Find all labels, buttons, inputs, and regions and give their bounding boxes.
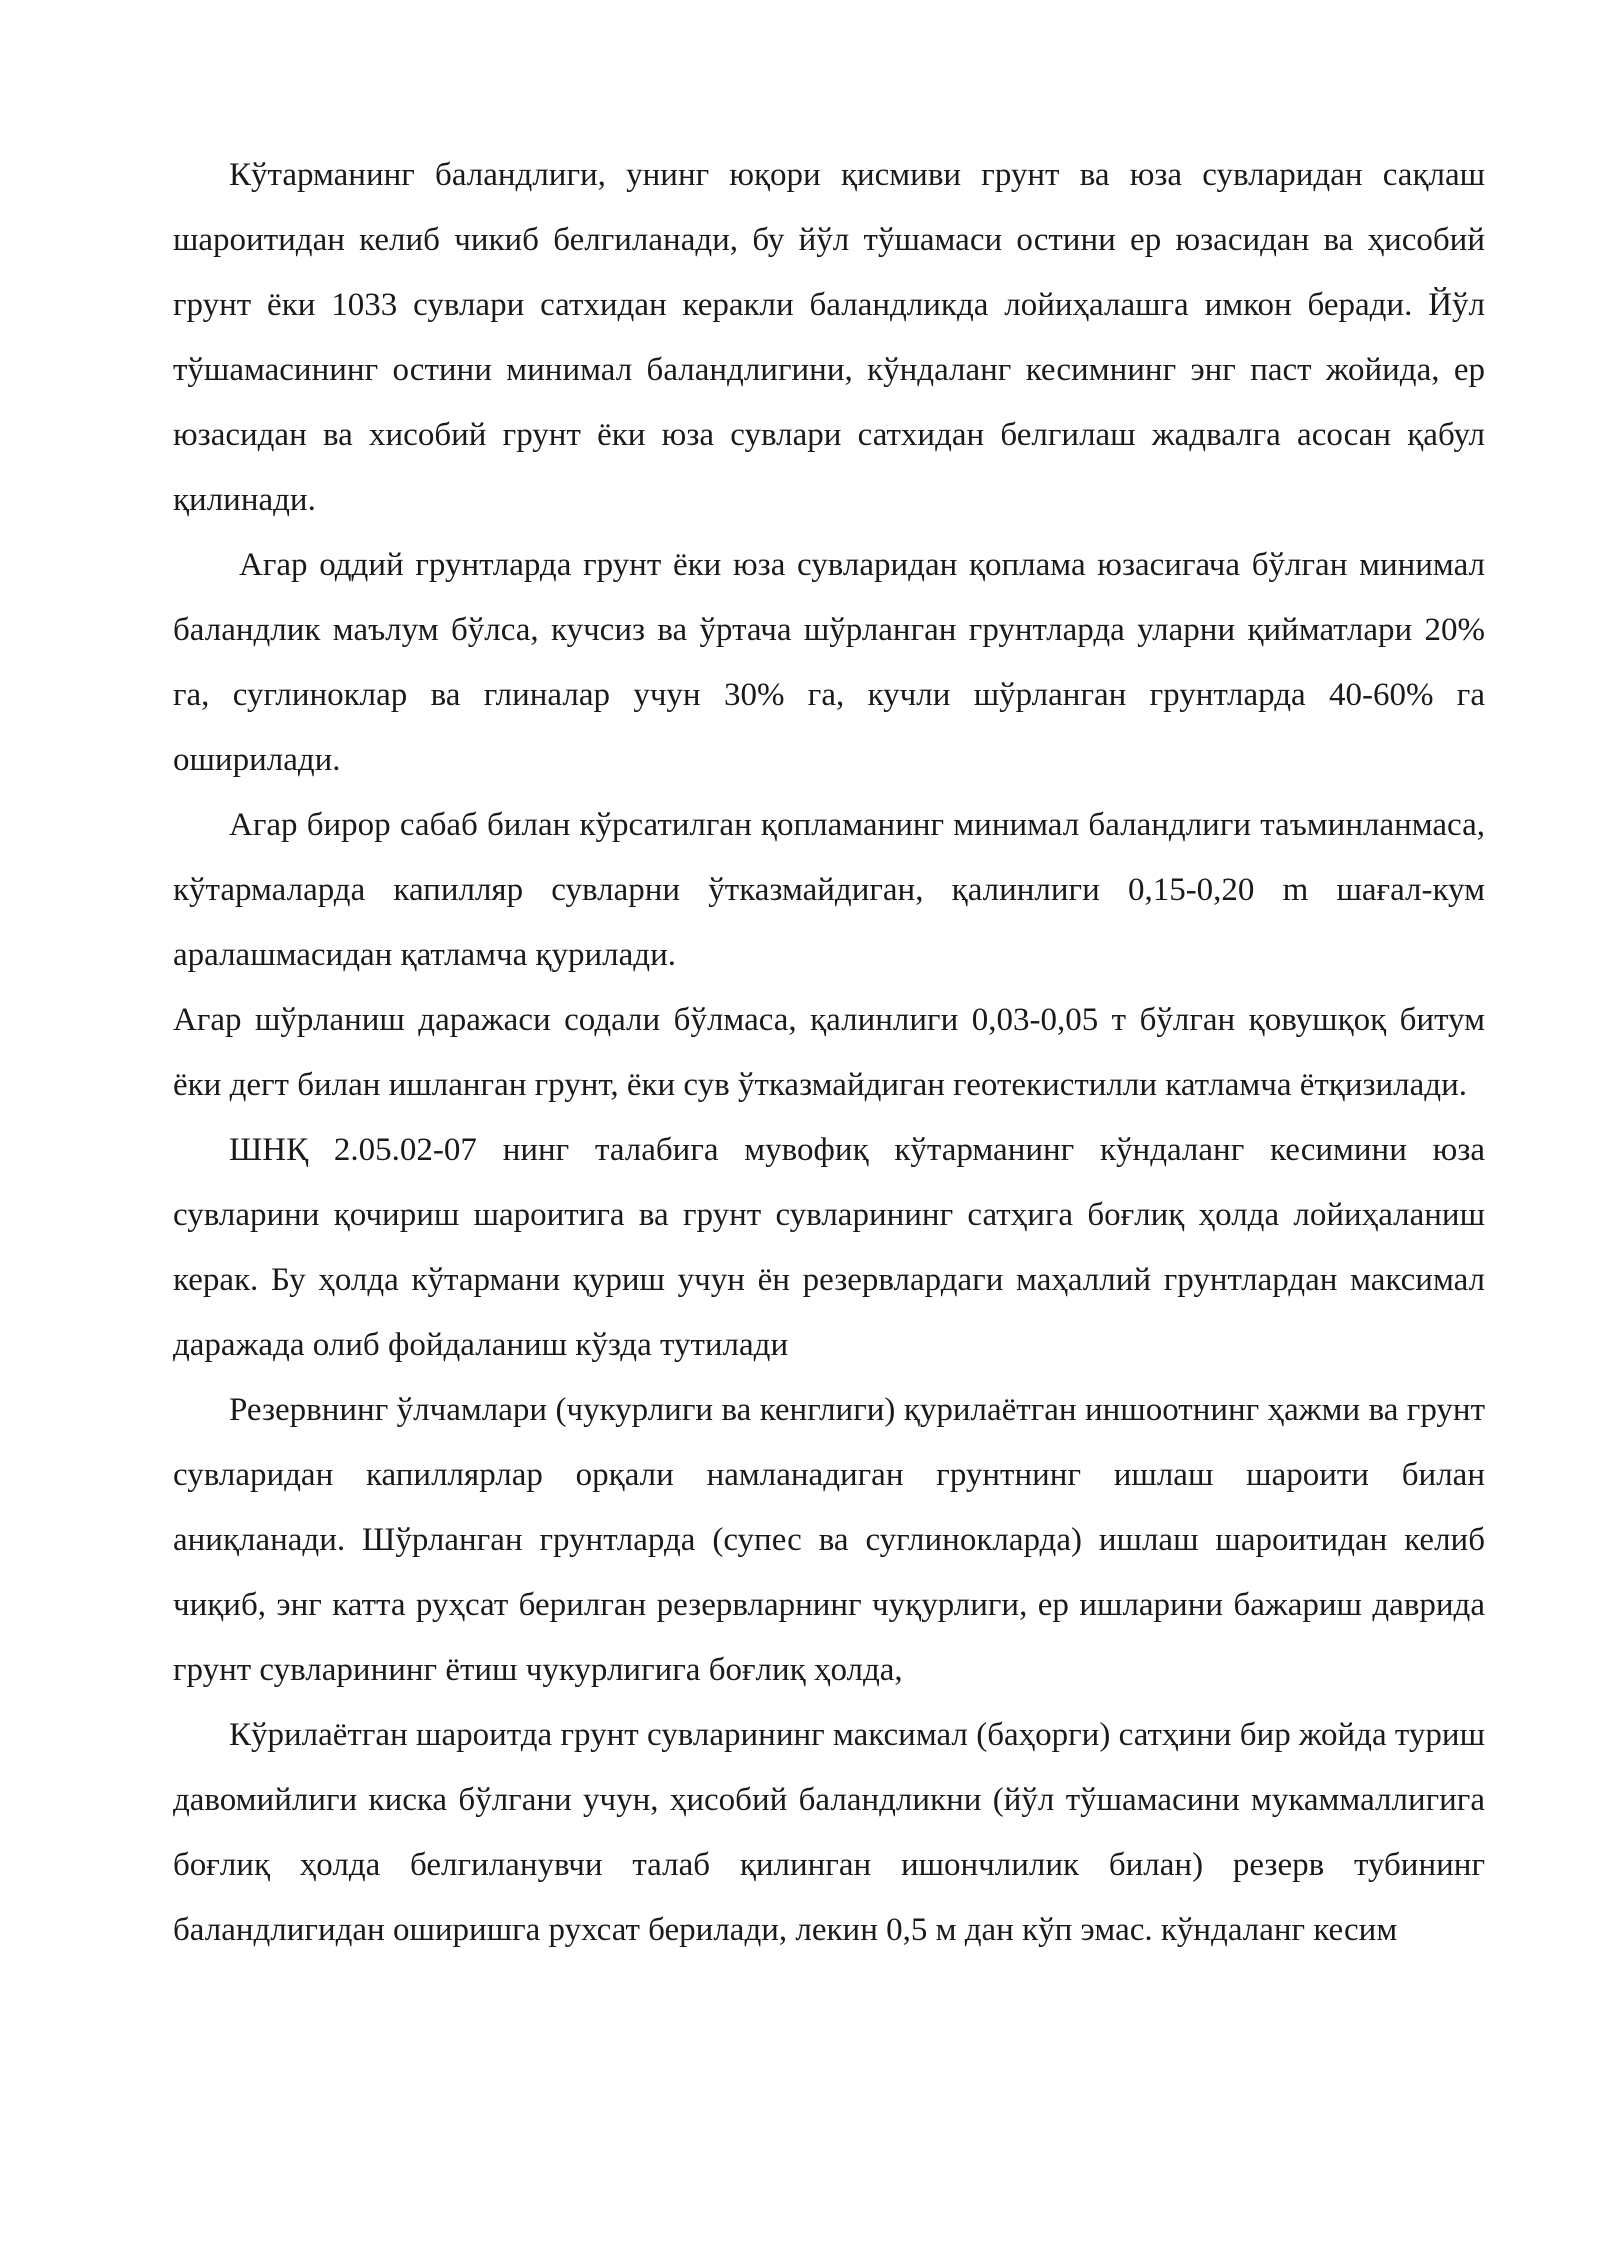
paragraph-minimal-height-increase: Агар оддий грунтларда грунт ёки юза сувларидан қоплама юзасигача бўлган минимал баландлик маълум бўлса, кучсиз ва ўртача шўрланган грунтларда уларни қийматлари 20% га, суглиноклар ва глиналар учун 30% га, кучли шўрланган грунтларда 40-60% га оширилади. (173, 547, 1485, 778)
paragraph-groundwater-level: Кўрилаётган шароитда грунт сувларининг максимал (баҳорги) сатҳини бир жойда туриш давомийлиги киска бўлгани учун, ҳисобий баландликни (йўл тўшамасини мукаммаллигига боғлиқ ҳолда белгиланувчи талаб қилинган ишончлилик билан) резерв тубининг баландлигидан оширишга рухсат берилади, лекин 0,5 м дан кўп эмас. кўндаланг кесим (173, 1717, 1485, 1948)
paragraph-embankment-height: Кўтарманинг баландлиги, унинг юқори қисмиви грунт ва юза сувларидан сақлаш шароитидан келиб чикиб белгиланади, бу йўл тўшамаси остини ер юзасидан ва ҳисобий грунт ёки 1033 сувлари сатхидан керакли баландликда лойиҳалашга имкон беради. Йўл тўшамасининг остини минимал баландлигини, кўндаланг кесимнинг энг паст жойида, ер юзасидан ва хисобий грунт ёки юза сувлари сатхидан белгилаш жадвалга асосан қабул қилинади. (173, 157, 1485, 518)
document-page (173, 143, 1485, 1963)
paragraph-reserve-dimensions: Резервнинг ўлчамлари (чукурлиги ва кенглиги) қурилаётган иншоотнинг ҳажми ва грунт сувларидан капиллярлар орқали намланадиган грунтнинг ишлаш шароити билан аниқланади. Шўрланган грунтларда (супес ва суглинокларда) ишлаш шароитидан келиб чиқиб, энг катта руҳсат берилган резервларнинг чуқурлиги, ер ишларини бажариш даврида грунт сувларининг ётиш чукурлигига боғлиқ ҳолда, (173, 1392, 1485, 1688)
paragraph-salinity-layer: Агар шўрланиш даражаси содали бўлмаса, қалинлиги 0,03-0,05 т бўлган қовушқоқ битум ёки дегт билан ишланган грунт, ёки сув ўтказмайдиган геотекистилли катламча ётқизилади. (173, 1002, 1485, 1103)
paragraph-shnk-requirements: ШНҚ 2.05.02-07 нинг талабига мувофиқ кўтарманинг кўндаланг кесимини юза сувларини қочириш шароитига ва грунт сувларининг сатҳига боғлиқ ҳолда лойиҳаланиш керак. Бу ҳолда кўтармани қуриш учун ён резервлардаги маҳаллий грунтлардан максимал даражада олиб фойдаланиш кўзда тутилади (173, 1132, 1485, 1363)
paragraph-capillary-layer: Агар бирор сабаб билан кўрсатилган қопламанинг минимал баландлиги таъминланмаса, кўтармаларда капилляр сувларни ўтказмайдиган, қалинлиги 0,15-0,20 m шағал-кум аралашмасидан қатламча қурилади. (173, 807, 1485, 973)
